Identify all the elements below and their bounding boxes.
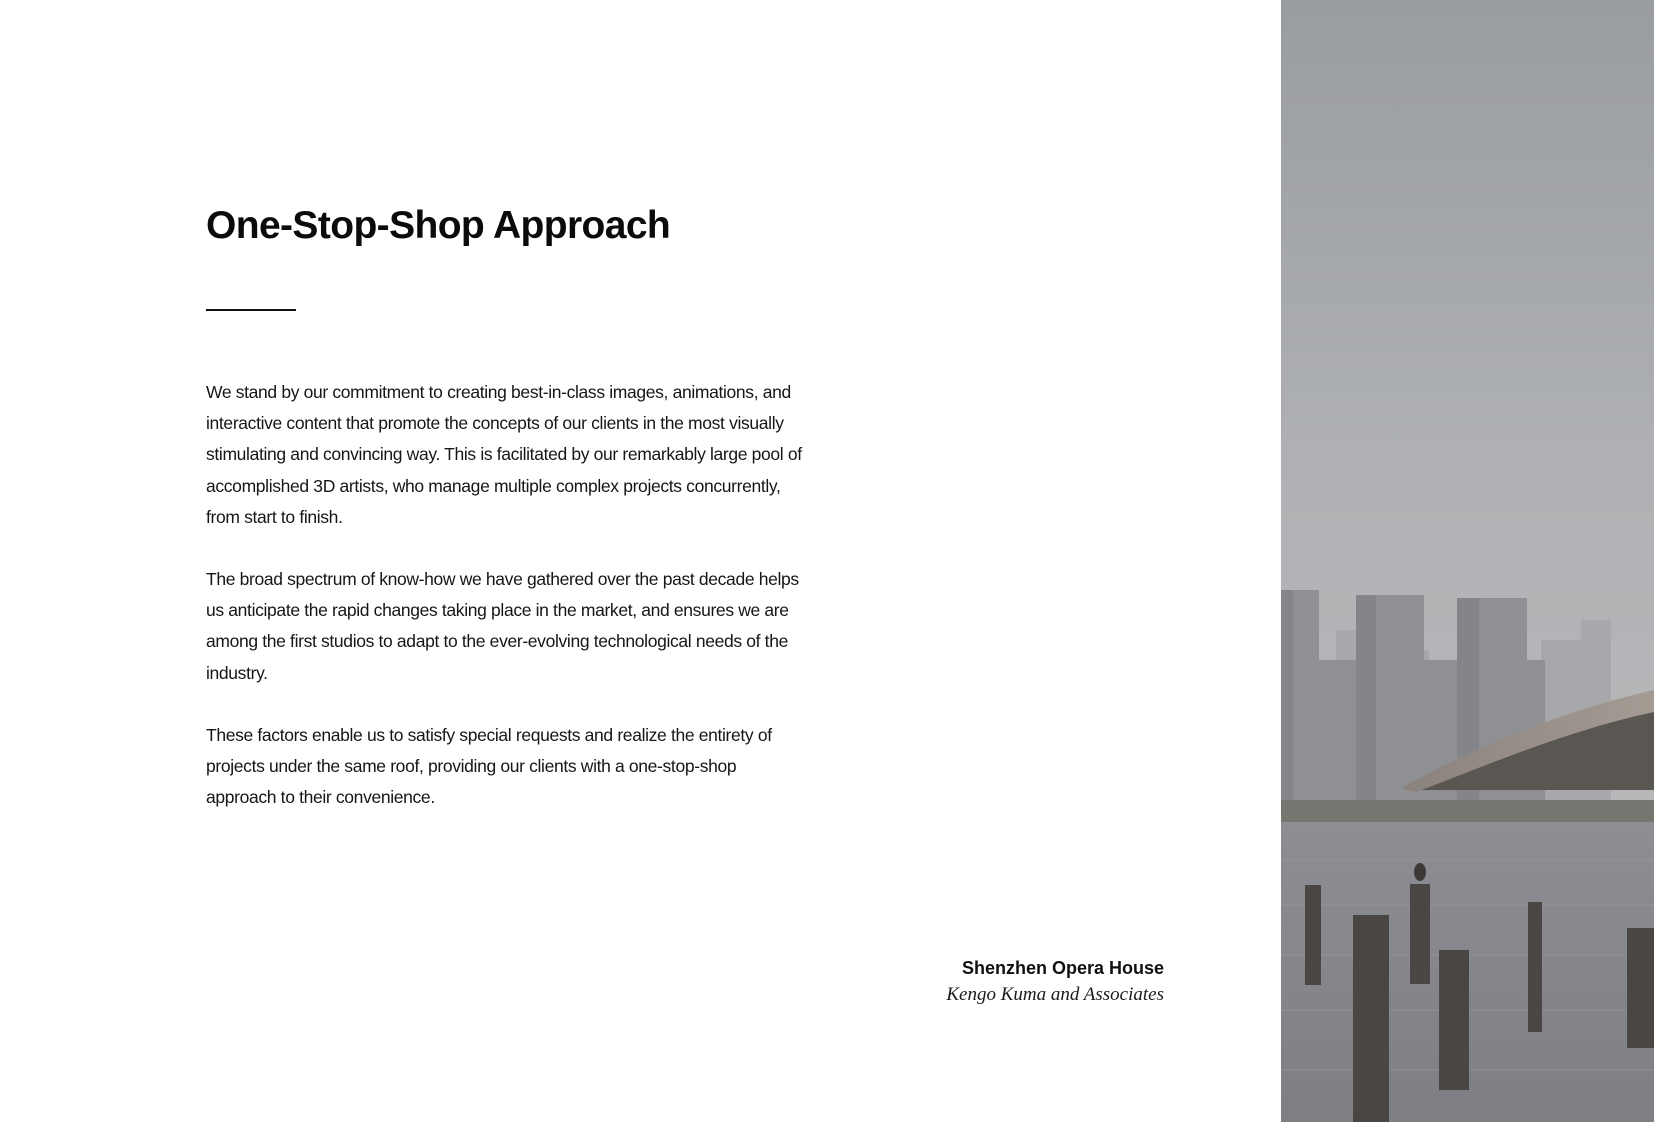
paragraph-factors: These factors enable us to satisfy special requests and realize the entirety of projects under the same roof, providing our clients with a one-stop-shop approach to their convenience. — [206, 724, 772, 808]
page-title: One-Stop-Shop Approach — [206, 204, 671, 247]
paragraph-commitment: We stand by our commitment to creating best-in-class images, animations, and interactive content that promote the concepts of our clients in the most visually stimulating and convincing way. This is facilitated by our remarkably large pool of accomplished 3D artists, who manage multiple complex projects concurrently, from start to finish. — [206, 382, 802, 527]
caption-project-name: Shenzhen Opera House — [961, 958, 1164, 978]
body-text — [206, 377, 806, 844]
title-divider — [206, 309, 296, 311]
opera-house-photo — [1281, 0, 1654, 1122]
image-caption — [946, 954, 1164, 1008]
paragraph-know-how: The broad spectrum of know-how we have gathered over the past decade helps us anticipate the rapid changes taking place in the market, and ensures we are among the first studios to adapt to the ever-evolving technological needs of the industry. — [206, 569, 799, 683]
caption-architect: Kengo Kuma and Associates — [946, 984, 1164, 1005]
photo-bird — [1414, 863, 1426, 881]
